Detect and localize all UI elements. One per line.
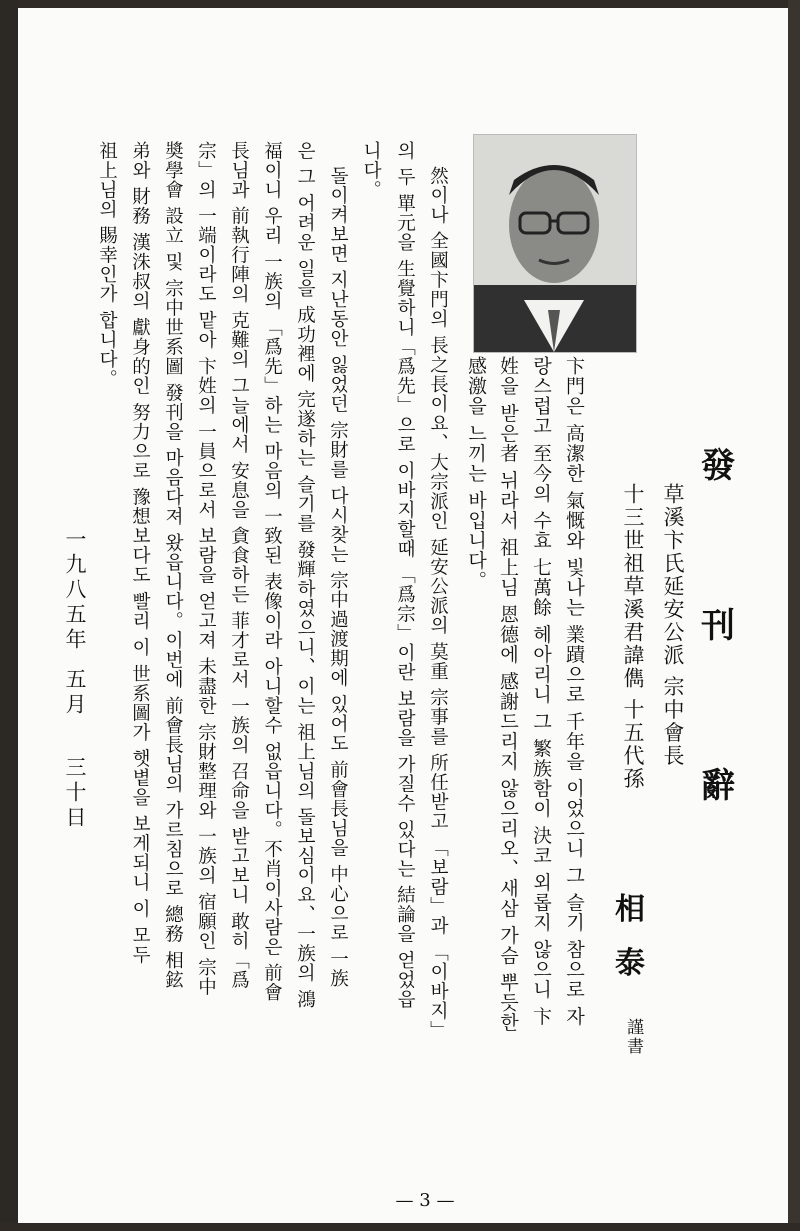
body-column-13: 奬學會 設立 및 宗中世系圖 發刊을 마음다져 왔읍니다。이번에 前會長님의 가르침으로 總務 相鉉 <box>162 141 184 990</box>
body-column-1: 卞門은 高潔한 氣慨와 빛나는 業蹟으로 千年을 이었으니 그 슬기 참으로 자 <box>563 356 585 1027</box>
date-day: 三十日 <box>63 756 87 831</box>
author-name-char-2: 泰 <box>615 946 645 981</box>
body-column-10: 福이니 우리 一族의 「爲先」하는 마음의 一致된 表像이라 아니할수 없읍니다。不肖이사람은 前會 <box>261 141 283 1003</box>
scan-border-right <box>788 0 800 1231</box>
body-column-3: 姓을 받은者 뉘라서 祖上님 恩德에 感謝드리지 않으리오、새삼 가슴 뿌듯한 <box>497 356 519 1033</box>
date-year: 一九八五年 <box>63 528 87 653</box>
scan-border-left <box>0 0 18 1231</box>
body-column-9: 은 그 어려운 일을 成功裡에 完遂하는 슬기를 發輝하였으니、이는 祖上님의 돌보심이요、一族의 鴻 <box>294 141 316 1010</box>
page-number: — 3 — <box>395 1190 455 1211</box>
author-title-line: 草溪卞氏延安公派 宗中會長 <box>661 483 685 768</box>
body-column-7: 니다。 <box>360 141 382 200</box>
scan-border-top <box>0 0 800 8</box>
scan-border-bottom <box>0 1223 800 1231</box>
title-char-2: 刊 <box>701 606 735 646</box>
body-column-2: 랑스럽고 至今의 수효 七萬餘 헤아리니 그 繁族함이 決코 외롭지 않으니 卞 <box>530 356 552 1027</box>
body-column-5: 然이나 全國卞門의 長之長이요、大宗派인 延安公派의 莫重 宗事를 所任받고 「보람」과 「이바지」 <box>427 166 449 1041</box>
author-lineage-line: 十三世祖草溪君諱儁 十五代孫 <box>621 483 645 791</box>
author-note: 謹書 <box>623 1018 643 1056</box>
author-portrait <box>473 134 637 353</box>
body-column-4: 感激을 느끼는 바입니다。 <box>465 356 487 591</box>
body-column-11: 長님과 前執行陣의 克難의 그늘에서 安息을 貪食하든 菲才로서 一族의 召命을 받고보니 敢히「爲 <box>228 141 250 990</box>
title-char-3: 辭 <box>701 766 735 806</box>
body-column-12: 宗」의 一端이라도 맡아 卞姓의 一員으로서 보람을 얻고져 未盡한 宗財整理와 一族의 宿願인 宗中 <box>195 141 217 997</box>
body-column-15: 祖上님의 賜幸인가 합니다。 <box>96 141 118 389</box>
body-column-6: 의 두 單元을 生覺하니「爲先」으로 이바지할때 「爲宗」이란 보람을 가질수 있다는 結論을 얻었읍 <box>394 141 416 1010</box>
author-name-char-1: 相 <box>615 892 645 927</box>
document-page <box>18 8 788 1223</box>
portrait-photo-icon <box>474 135 636 352</box>
body-column-14: 弟와 財務 漢洙叔의 獻身的인 努力으로 豫想보다도 빨리 이 世系圖가 햇볕을 보게되니 이 모두 <box>129 141 151 965</box>
body-column-8: 돌이켜보면 지난동안 잃었던 宗財를 다시찾는 宗中過渡期에 있어도 前會長님을 中心으로 一族 <box>327 166 349 989</box>
date-month: 五月 <box>63 668 87 718</box>
title-char-1: 發 <box>701 446 735 486</box>
